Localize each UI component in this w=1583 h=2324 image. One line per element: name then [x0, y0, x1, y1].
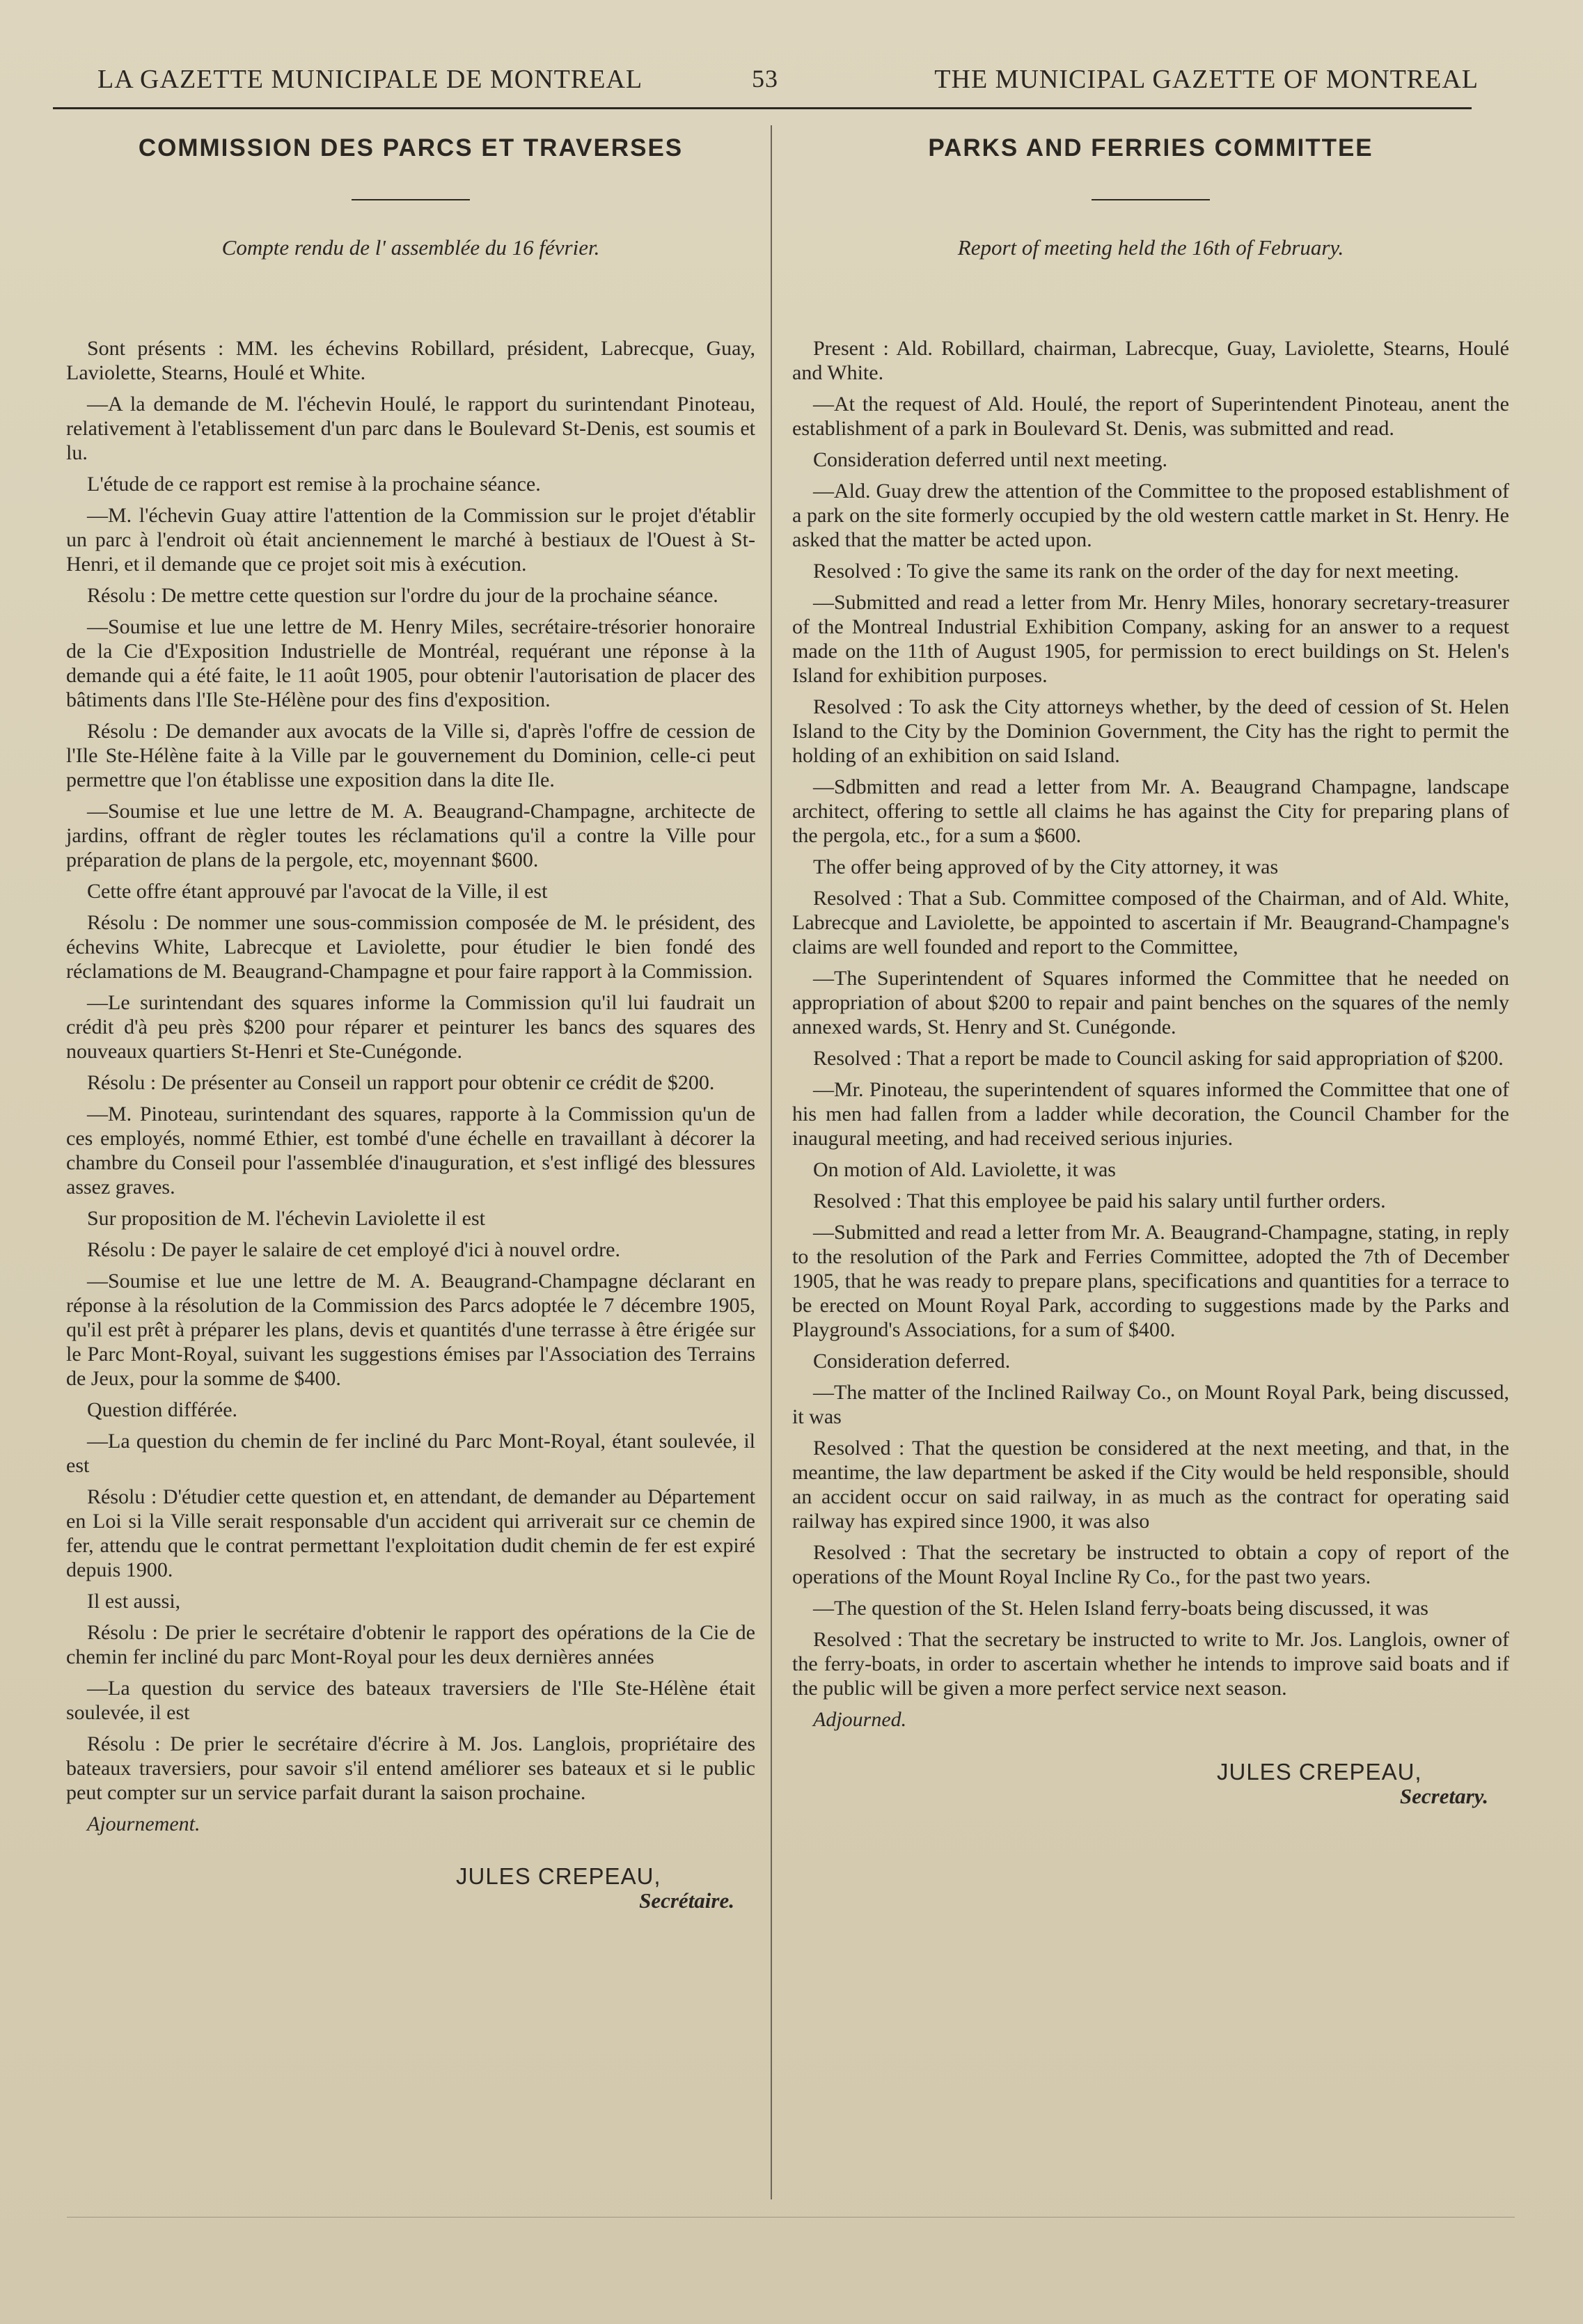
page-number: 53	[752, 65, 778, 93]
french-paragraph: Résolu : De prier le secrétaire d'écrire à M. Jos. Langlois, propriétaire des bateaux traversiers, pour savoir s'il entend améliorer ses bateaux et si le public peut compter sur un service parfait durant la saison prochaine.	[66, 1732, 755, 1804]
french-paragraph: —Le surintendant des squares informe la Commission qu'il lui faudrait un crédit d'à peu près $200 pour réparer et peinturer les bancs des squares des nouveaux quartiers St-Henri et Ste-Cunégonde.	[66, 991, 755, 1063]
french-paragraph: Résolu : De nommer une sous-commission composée de M. le président, des échevins White, Labrecque et Laviolette, pour étudier le bien fondé des réclamations de M. Beaugrand-Champagne et pour faire rapport à la Commission.	[66, 911, 755, 983]
french-paragraph: Résolu : De mettre cette question sur l'ordre du jour de la prochaine séance.	[87, 584, 718, 607]
english-adjournment: Adjourned.	[813, 1708, 907, 1731]
english-paragraph: Resolved : That the secretary be instructed to write to Mr. Jos. Langlois, owner of the ferry-boats, in order to ascertain whether he intends to improve said boats and if the public will be given a more perfect service next season.	[792, 1628, 1509, 1700]
french-paragraph: Sont présents : MM. les échevins Robillard, président, Labrecque, Guay, Laviolette, Stearns, Houlé et White.	[66, 337, 755, 384]
french-paragraph: Résolu : De prier le secrétaire d'obtenir le rapport des opérations de la Cie de chemin fer incliné du parc Mont-Royal pour les deux dernières années	[66, 1621, 755, 1668]
french-paragraph: Résolu : De demander aux avocats de la Ville si, d'après l'offre de cession de l'Ile Ste-Hélène faite à la Ville par le gouvernement du Dominion, celle-ci peut permettre que l'on établisse une exposition dans la dite Ile.	[66, 720, 755, 791]
english-subtitle: Report of meeting held the 16th of February.	[957, 235, 1344, 260]
english-heading: PARKS AND FERRIES COMMITTEE	[928, 134, 1373, 161]
english-paragraph: —Sdbmitten and read a letter from Mr. A. Beaugrand Champagne, landscape architect, offering to settle all claims he has against the City for preparing plans of the pergola, etc., for a sum a $600.	[792, 775, 1509, 847]
english-minutes	[792, 336, 1509, 1732]
english-paragraph: —Submitted and read a letter from Mr. A. Beaugrand-Champagne, stating, in reply to the resolution of the Park and Ferries Committee, adopted the 7th of December 1905, that he was ready to prepare plans, specifications and quantities for a terrace to be erected on Mount Royal Park, according to suggestions made by the Parks and Playground's Associations, for a sum of $400.	[792, 1221, 1509, 1341]
english-paragraph: —The question of the St. Helen Island ferry-boats being discussed, it was	[813, 1597, 1428, 1620]
french-paragraph: Il est aussi,	[87, 1590, 181, 1613]
english-paragraph: Consideration deferred until next meeting.	[813, 448, 1168, 471]
french-paragraph: —La question du service des bateaux traversiers de l'Ile Ste-Hélène était soulevée, il est	[66, 1677, 755, 1724]
french-paragraph: —Soumise et lue une lettre de M. A. Beaugrand-Champagne déclarant en réponse à la résolution de la Commission des Parcs adoptée le 7 décembre 1905, qu'il est prêt à préparer les plans, devis et quantités d'une terrasse à être érigée sur le Parc Mont-Royal, suivant les suggestions émises par l'Association des Terrains de Jeux, pour la somme de $400.	[66, 1270, 755, 1390]
french-paragraph: —M. l'échevin Guay attire l'attention de la Commission sur le projet d'établir un parc à l'endroit où était anciennement le marché à bestiaux de l'Ouest à St-Henri, et il demande que ce projet soit mis à exécution.	[66, 504, 755, 576]
english-paragraph: Resolved : That this employee be paid his salary until further orders.	[813, 1189, 1386, 1212]
french-adjournment: Ajournement.	[87, 1812, 200, 1835]
column-divider	[771, 125, 772, 2199]
french-paragraph: —A la demande de M. l'échevin Houlé, le rapport du surintendant Pinoteau, relativement à l'etablissement d'un parc dans le Boulevard St-Denis, est soumis et lu.	[66, 393, 755, 464]
running-head-english: THE MUNICIPAL GAZETTE OF MONTREAL	[934, 65, 1479, 94]
english-paragraph: Resolved : To give the same its rank on the order of the day for next meeting.	[813, 560, 1459, 583]
french-paragraph: Question différée.	[87, 1398, 238, 1421]
running-head-french: LA GAZETTE MUNICIPALE DE MONTREAL	[97, 65, 643, 94]
french-signature-name: JULES CREPEAU,	[456, 1863, 661, 1889]
english-paragraph: —At the request of Ald. Houlé, the report of Superintendent Pinoteau, anent the establishment of a park in Boulevard St. Denis, was submitted and read.	[792, 393, 1509, 440]
english-paragraph: Present : Ald. Robillard, chairman, Labrecque, Guay, Laviolette, Stearns, Houlé and White.	[792, 337, 1509, 384]
running-head	[97, 64, 1479, 106]
header-rule	[53, 107, 1472, 109]
french-heading: COMMISSION DES PARCS ET TRAVERSES	[138, 134, 684, 161]
english-signature-title: Secretary.	[1399, 1784, 1488, 1808]
english-paragraph: Resolved : That a Sub. Committee composed of the Chairman, and of Ald. White, Labrecque and Laviolette, be appointed to ascertain if Mr. Beaugrand-Champagne's claims are well founded and report to the Committee,	[792, 887, 1509, 958]
english-paragraph: Resolved : That the question be considered at the next meeting, and that, in the meantime, the law department be asked if the City would be held responsible, should an accident occur on said railway, in as much as the contract for operating said railway has expired since 1900, it was also	[792, 1437, 1509, 1533]
french-heading-rule	[352, 199, 470, 200]
english-paragraph: On motion of Ald. Laviolette, it was	[813, 1158, 1116, 1181]
french-paragraph: L'étude de ce rapport est remise à la prochaine séance.	[87, 473, 541, 496]
english-signature-name: JULES CREPEAU,	[1217, 1759, 1422, 1785]
bottom-rule	[67, 2217, 1515, 2218]
french-subtitle: Compte rendu de l' assemblée du 16 février.	[221, 235, 600, 260]
english-paragraph: —The matter of the Inclined Railway Co., on Mount Royal Park, being discussed, it was	[792, 1381, 1509, 1428]
french-signature-title: Secrétaire.	[639, 1888, 734, 1913]
french-paragraph: —Soumise et lue une lettre de M. Henry Miles, secrétaire-trésorier honoraire de la Cie d'Exposition Industrielle de Montréal, requérant une réponse à la demande qui a été faite, le 11 août 1905, pour obtenir l'autorisation de placer des bâtiments dans l'Ile Ste-Hélène pour des fins d'exposition.	[66, 615, 755, 711]
english-paragraph: —Ald. Guay drew the attention of the Committee to the proposed establishment of a park on the site formerly occupied by the old western cattle market in St. Henry. He asked that the matter be acted upon.	[792, 480, 1509, 551]
english-paragraph: —Mr. Pinoteau, the superintendent of squares informed the Committee that one of his men had fallen from a ladder while decoration, the Council Chamber for the inaugural meeting, and had received serious injuries.	[792, 1078, 1509, 1150]
english-paragraph: —Submitted and read a letter from Mr. Henry Miles, honorary secretary-treasurer of the Montreal Industrial Exhibition Company, asking for an answer to a request made on the 11th of August 1905, for permission to erect buildings on St. Helen's Island for exhibition purposes.	[792, 591, 1509, 687]
english-paragraph: Resolved : To ask the City attorneys whether, by the deed of cession of St. Helen Island to the City by the Dominion Government, the City has the right to permit the holding of an exhibition on said Island.	[792, 695, 1509, 767]
french-column	[66, 136, 755, 1913]
english-paragraph: Resolved : That a report be made to Council asking for said appropriation of $200.	[813, 1047, 1504, 1070]
english-heading-rule	[1092, 199, 1210, 200]
french-paragraph: —M. Pinoteau, surintendant des squares, rapporte à la Commission qu'un de ces employés, nommé Ethier, est tombé d'une échelle en travaillant à décorer la chambre du Conseil pour l'assemblée d'inauguration, et s'est infligé des blessures assez graves.	[66, 1102, 755, 1199]
english-column	[792, 136, 1509, 1808]
english-paragraph: —The Superintendent of Squares informed the Committee that he needed on appropriation of about $200 to repair and paint benches on the squares of the nemly annexed wards, St. Henry and St. Cunégonde.	[792, 967, 1509, 1038]
english-paragraph: The offer being approved of by the City attorney, it was	[813, 855, 1279, 878]
french-paragraph: —Soumise et lue une lettre de M. A. Beaugrand-Champagne, architecte de jardins, offrant de règler toutes les réclamations qu'il a contre la Ville pour préparation de plans de la pergole, etc, moyennant $600.	[66, 800, 755, 871]
french-paragraph: Résolu : D'étudier cette question et, en attendant, de demander au Département en Loi si la Ville serait responsable d'un accident qui arriverait sur ce chemin de fer, attendu que le contrat permettant l'exploitation dudit chemin de fer est expiré depuis 1900.	[66, 1485, 755, 1581]
french-paragraph: Résolu : De présenter au Conseil un rapport pour obtenir ce crédit de $200.	[87, 1071, 715, 1094]
french-paragraph: Cette offre étant approuvé par l'avocat de la Ville, il est	[87, 880, 548, 903]
french-paragraph: Résolu : De payer le salaire de cet employé d'ici à nouvel ordre.	[87, 1238, 620, 1261]
french-paragraph: Sur proposition de M. l'échevin Laviolette il est	[87, 1207, 485, 1230]
french-paragraph: —La question du chemin de fer incliné du Parc Mont-Royal, étant soulevée, il est	[66, 1430, 755, 1477]
french-minutes	[66, 336, 755, 1836]
english-paragraph: Consideration deferred.	[813, 1350, 1011, 1373]
english-paragraph: Resolved : That the secretary be instructed to obtain a copy of report of the operations of the Mount Royal Incline Ry Co., for the past two years.	[792, 1541, 1509, 1588]
